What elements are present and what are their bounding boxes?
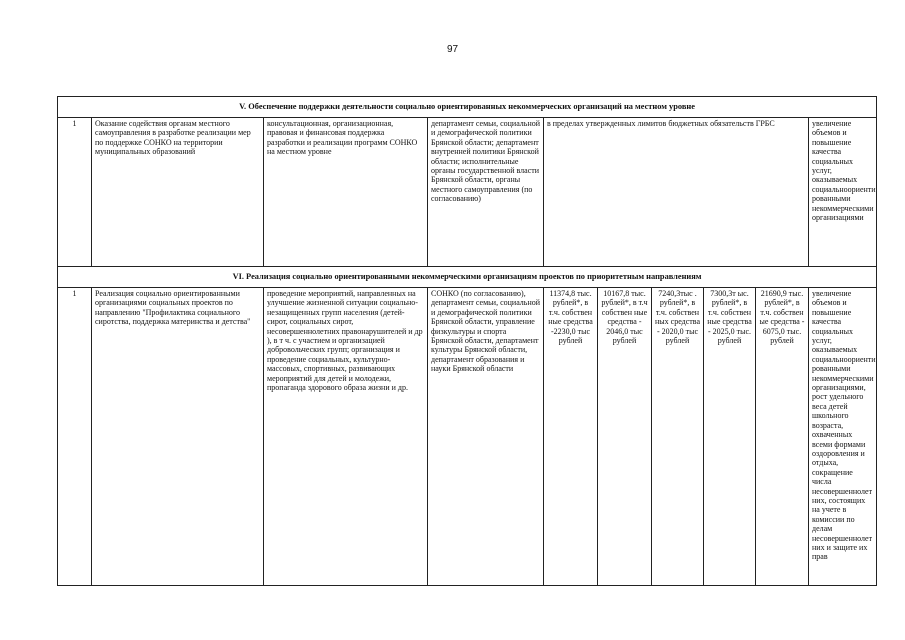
section-title: V. Обеспечение поддержки деятельности социально ориентированных некоммерческих организаций на местном уровне	[58, 97, 877, 118]
row-index: 1	[58, 288, 92, 586]
support-form-cell: проведение мероприятий, направленных на улучшение жизненной ситуации социально-незащищенных групп населения (детей-сирот, социальных сирот, несовершеннолетних правонарушителей и др ), в т ч. с участием и организацией добровольческих групп; организация и проведение социальных, культурно-массовых, спортивных, развивающих мероприятий для детей и молодежи, пропаганда здорового образа жизни и др.	[264, 288, 428, 586]
measure-cell: Оказание содействия органам местного самоуправления в разработке реализации мер по поддержке СОНКО на территории муниципальных образований	[92, 118, 264, 267]
funding-year-cell: 7240,3тыс . рублей*, в т.ч. собствен ных средства - 2020,0 тыс рублей	[652, 288, 704, 586]
section-header	[58, 97, 877, 118]
table-row	[58, 288, 877, 586]
result-cell: увеличение объемов и повышение качества социальных услуг, оказываемых социальноориенти рованными некоммерческими организациями	[809, 118, 877, 267]
funding-year-cell: 11374,8 тыс. рублей*, в т.ч. собствен ные средства -2230,0 тыс рублей	[544, 288, 598, 586]
row-index: 1	[58, 118, 92, 267]
support-form-cell: консультационная, организационная, правовая и финансовая поддержка разработки и реализации программ СОНКО на местном уровне	[264, 118, 428, 267]
funding-year-cell: 21690,9 тыс. рублей*, в т.ч. собствен ые средства - 6075,0 тыс. рублей	[756, 288, 809, 586]
page-number: 97	[446, 44, 459, 55]
table-row	[58, 118, 877, 267]
measure-cell: Реализация социально ориентированными организациями социальных проектов по направлению "Профилактика социального сиротства, поддержка материнства и детства"	[92, 288, 264, 586]
executors-cell: СОНКО (по согласованию), департамент семьи, социальной и демографической политики Брянской области, управление физкультуры и спорта Брянской области, департамент культуры Брянской области, департамент образования и науки Брянской области	[428, 288, 544, 586]
result-cell: увеличение объемов и повышение качества социальных услуг, оказываемых социальноориенти рованными некоммерческими организациями, рост удельного веса детей школьного возраста, охваченных всеми формами оздоровления и отдыха, сокращение числа несовершеннолет них, состоящих на учете в комиссии по делам несовершеннолет них и защите их прав	[809, 288, 877, 586]
funding-year-cell: 7300,3т ыс. рублей*, в т.ч. собствен ные средства - 2025,0 тыс. рублей	[704, 288, 756, 586]
funding-year-cell: 10167,8 тыс. рублей*, в т.ч собствен ные средства - 2046,0 тыс рублей	[598, 288, 652, 586]
funding-cell: в пределах утвержденных лимитов бюджетных обязательств ГРБС	[544, 118, 809, 267]
section-title: VI. Реализация социально ориентированными некоммерческими организациям проектов по приоритетным направлениям	[58, 267, 877, 288]
executors-cell: департамент семьи, социальной и демографической политики Брянской области; департамент внутренней политики Брянской области; исполнительные органы государственной власти Брянской области, органы местного самоуправления (по согласованию)	[428, 118, 544, 267]
section-header	[58, 267, 877, 288]
program-table	[57, 96, 877, 586]
